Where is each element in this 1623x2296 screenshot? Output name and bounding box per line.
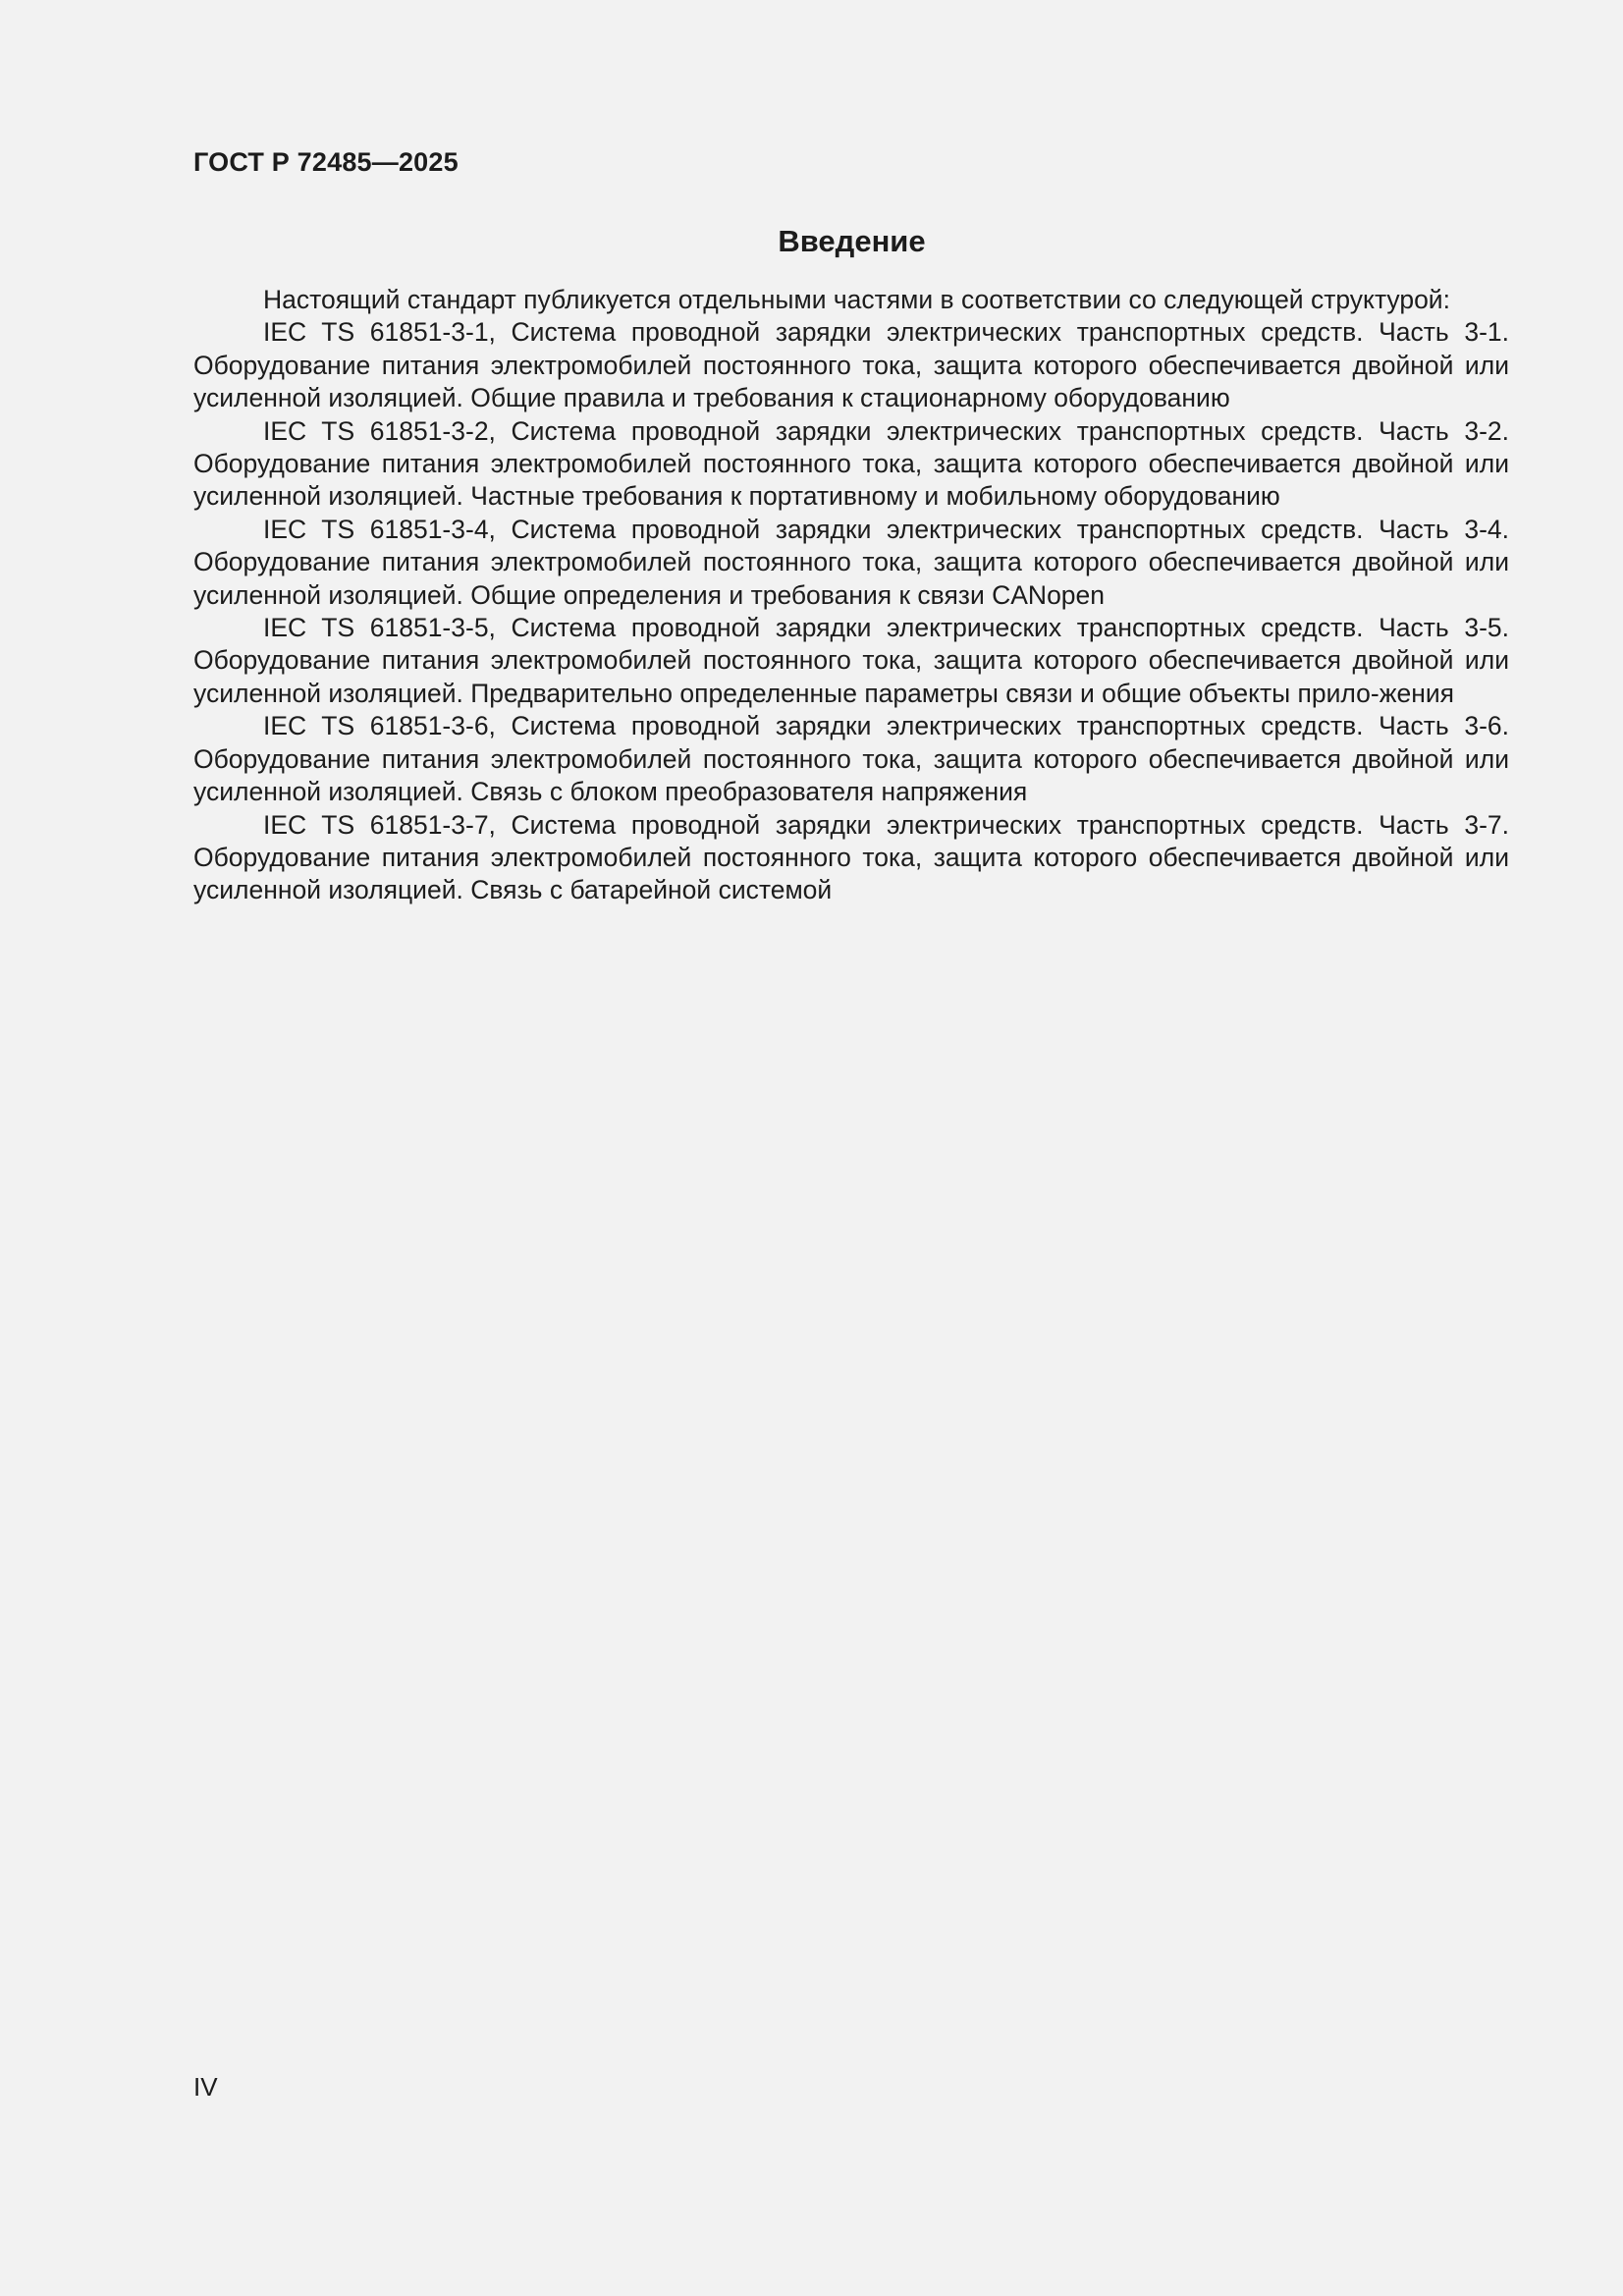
standard-part-3-6: IEC TS 61851-3-6, Система проводной зарядки электрических транспортных средств. Часть 3-6. Оборудование питания электромобилей постоянного тока, защита которого обеспечивается двойной или усиленной изоляцией. Связь с блоком преобразователя напряжения [193,711,1509,807]
standard-part-3-4: IEC TS 61851-3-4, Система проводной зарядки электрических транспортных средств. Часть 3-4. Оборудование питания электромобилей постоянного тока, защита которого обеспечивается двойной или усиленной изоляцией. Общие определения и требования к связи CANopen [193,514,1509,610]
standard-part-3-1: IEC TS 61851-3-1, Система проводной зарядки электрических транспортных средств. Часть 3-1. Оборудование питания электромобилей постоянного тока, защита которого обеспечивается двойной или усиленной изоляцией. Общие правила и требования к стационарному оборудованию [193,317,1509,413]
document-body [193,284,1509,907]
document-code: ГОСТ Р 72485—2025 [193,147,459,177]
section-title: Введение [778,224,926,258]
standard-part-3-5: IEC TS 61851-3-5, Система проводной зарядки электрических транспортных средств. Часть 3-5. Оборудование питания электромобилей постоянного тока, защита которого обеспечивается двойной или усиленной изоляцией. Предварительно определенные параметры связи и общие объекты прило-жения [193,613,1509,708]
standard-part-3-7: IEC TS 61851-3-7, Система проводной зарядки электрических транспортных средств. Часть 3-7. Оборудование питания электромобилей постоянного тока, защита которого обеспечивается двойной или усиленной изоляцией. Связь с батарейной системой [193,809,1509,905]
standard-part-3-2: IEC TS 61851-3-2, Система проводной зарядки электрических транспортных средств. Часть 3-2. Оборудование питания электромобилей постоянного тока, защита которого обеспечивается двойной или усиленной изоляцией. Частные требования к портативному и мобильному оборудованию [193,415,1509,512]
intro-paragraph: Настоящий стандарт публикуется отдельными частями в соответствии со следующей структурой: [263,285,1450,314]
page-number: IV [193,2072,218,2102]
